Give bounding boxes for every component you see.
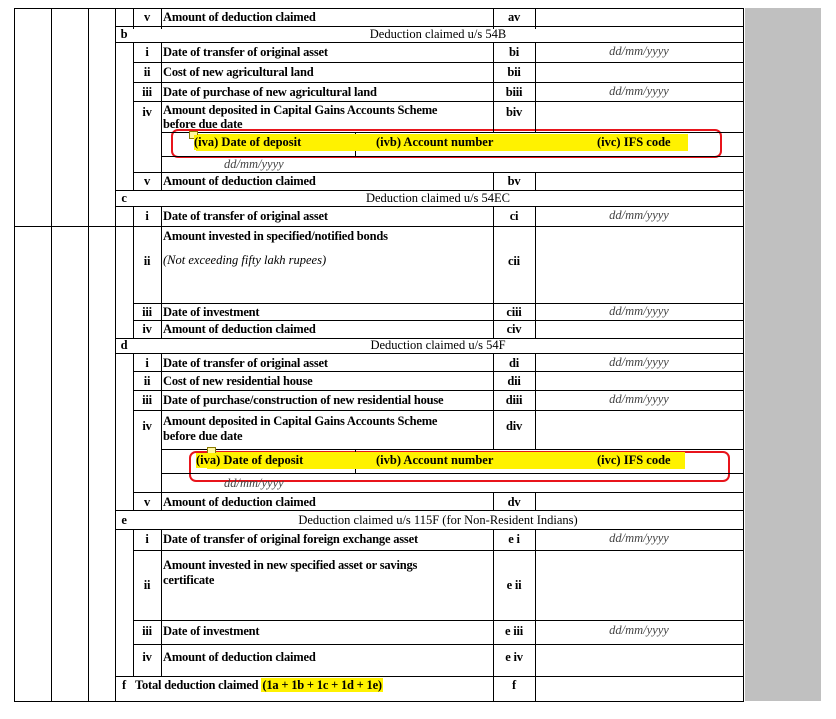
account-number-field[interactable] [356,157,493,172]
row-label: Amount of deduction claimed [163,650,316,664]
row-label: Amount deposited in Capital Gains Accounts Scheme [163,414,438,428]
row-label: Date of investment [163,624,260,638]
row-number: i [145,45,149,59]
row-code: bii [507,65,521,79]
grid-line [161,42,162,190]
row-label-note: (Not exceeding fifty lakh rupees) [163,253,327,267]
total-formula: (1a + 1b + 1c + 1d + 1e) [262,678,382,692]
account-number-label: (ivb) Account number [376,453,494,467]
row-code: dv [507,495,521,509]
row-label: Amount invested in specified/notified bonds [163,229,388,243]
row-number: i [145,209,149,223]
grid-line [115,206,744,207]
row-number: v [143,174,151,188]
row-number: iv [142,650,152,664]
grid-line [161,449,744,450]
grid-line [133,390,744,391]
row-label: Date of transfer of original asset [163,356,328,370]
grid-line [115,353,744,354]
amount-field[interactable] [536,493,743,510]
row-number: ii [143,374,151,388]
ifs-code-field[interactable] [536,157,743,172]
account-number-field[interactable] [356,474,493,492]
row-number: iii [142,624,152,638]
row-code: di [508,356,520,370]
row-label: Date of purchase/construction of new residential house [163,393,444,407]
grid-line [133,620,744,621]
row-code: civ [506,322,522,336]
row-number: ii [143,254,151,268]
row-label: Cost of new agricultural land [163,65,314,79]
row-number: iii [142,85,152,99]
section-header: Deduction claimed u/s 54B [369,27,507,41]
grid-line [161,353,162,510]
row-code: diii [505,393,523,407]
amount-field[interactable] [536,372,743,390]
row-number: v [143,495,151,509]
ifs-code-label: (ivc) IFS code [597,453,671,467]
row-code: biii [505,85,523,99]
total-field[interactable] [536,677,743,701]
row-code: div [505,419,523,433]
row-label: Amount of deduction claimed [163,495,316,509]
grid-line [51,8,52,701]
row-code: dii [507,374,521,388]
row-label: certificate [163,573,215,587]
amount-field[interactable] [536,411,743,449]
row-label: Date of investment [163,305,260,319]
grid-line [14,701,744,702]
row-code: f [512,678,516,692]
deposit-date-field[interactable]: dd/mm/yyyy [224,476,284,490]
row-code: bi [508,45,520,59]
row-code: ciii [506,305,522,319]
row-number: iii [142,305,152,319]
amount-field[interactable] [536,173,743,190]
date-field[interactable]: dd/mm/yyyy [609,84,669,98]
date-field[interactable]: dd/mm/yyyy [609,355,669,369]
section-header: Deduction claimed u/s 54EC [365,191,511,205]
row-label: Amount invested in new specified asset or savings [163,558,418,572]
row-code: e i [508,532,520,546]
row-code: av [507,10,521,24]
row-label: Date of transfer of original asset [163,45,328,59]
row-number: iv [142,322,152,336]
section-letter: b [120,27,128,41]
row-number: i [145,356,149,370]
amount-field[interactable] [536,645,743,676]
ifs-code-label: (ivc) IFS code [597,135,671,149]
section-header: Deduction claimed u/s 115F (for Non-Resident Indians) [298,513,578,527]
date-field[interactable]: dd/mm/yyyy [609,44,669,58]
grid-line [115,529,744,530]
date-field[interactable]: dd/mm/yyyy [609,208,669,222]
row-number: v [143,10,151,24]
row-label: Date of transfer of original foreign exchange asset [163,532,418,546]
row-number: ii [143,65,151,79]
row-number: iii [142,393,152,407]
row-code: e ii [506,578,522,592]
amount-field[interactable] [536,321,743,338]
row-code: e iii [504,624,524,638]
deposit-date-label: (iva) Date of deposit [196,453,304,467]
row-code: ci [509,209,519,223]
row-number: iv [142,419,152,433]
grid-line [743,8,744,701]
row-label: before due date [163,429,243,443]
row-label: Amount of deduction claimed [163,174,316,188]
section-letter: f [122,678,126,692]
row-label: Date of purchase of new agricultural land [163,85,377,99]
amount-field[interactable] [536,551,743,620]
ifs-code-field[interactable] [536,474,743,492]
grid-line [133,82,744,83]
account-number-label: (ivb) Account number [376,135,494,149]
row-code: bv [507,174,521,188]
row-code: cii [508,254,520,268]
row-code: biv [505,105,523,119]
date-field[interactable]: dd/mm/yyyy [609,531,669,545]
row-code: e iv [505,650,523,664]
row-label: Date of transfer of original asset [163,209,328,223]
row-label: Amount deposited in Capital Gains Accounts Scheme [163,103,438,117]
section-letter: d [120,338,128,352]
side-panel [745,8,821,701]
deposit-date-label: (iva) Date of deposit [194,135,302,149]
amount-field[interactable] [536,102,743,132]
date-field[interactable]: dd/mm/yyyy [609,304,669,318]
grid-line [115,510,744,511]
row-label: Amount of deduction claimed [163,10,316,24]
row-number: ii [143,578,151,592]
grid-line [115,42,744,43]
row-label: Amount of deduction claimed [163,322,316,336]
amount-field[interactable] [536,227,743,303]
grid-line [14,8,15,701]
row-label: Cost of new residential house [163,374,313,388]
section-header: Deduction claimed u/s 54F [370,338,506,352]
amount-field[interactable] [536,63,743,82]
deposit-date-field[interactable]: dd/mm/yyyy [224,157,284,171]
date-field[interactable]: dd/mm/yyyy [609,623,669,637]
date-field[interactable]: dd/mm/yyyy [609,392,669,406]
row-number: i [145,532,149,546]
grid-line [115,8,116,701]
section-letter: e [121,513,127,527]
total-label [135,678,383,693]
section-letter: c [121,191,127,205]
total-label-text: Total deduction claimed [135,678,259,692]
row-label: before due date [163,117,243,131]
grid-line [88,8,89,701]
grid-line [14,8,744,9]
grid-line [161,529,162,676]
row-number: iv [142,105,152,119]
grid-line [161,132,744,133]
